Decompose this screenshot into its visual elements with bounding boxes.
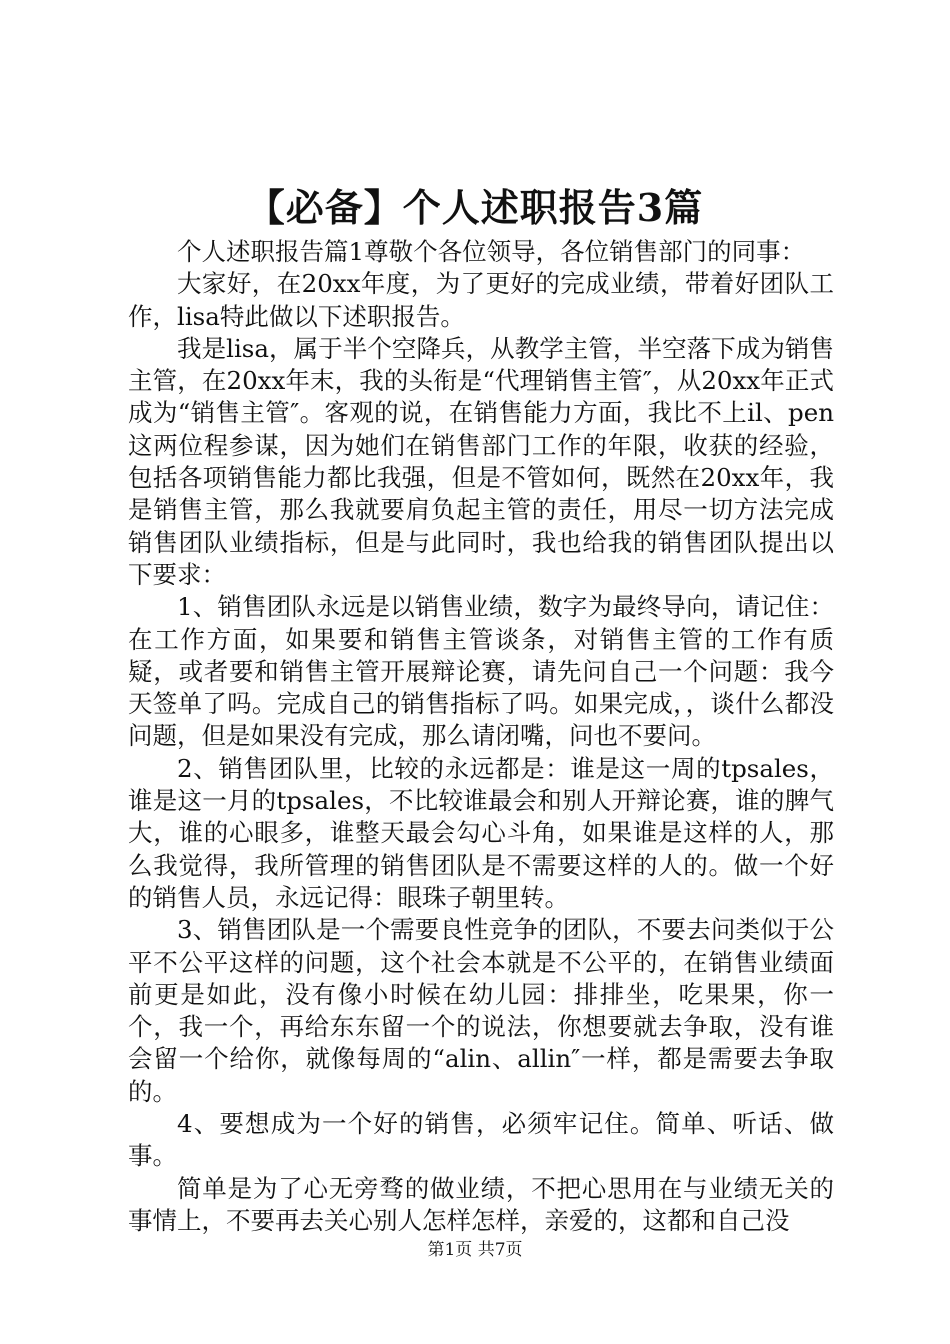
document-title: 【必备】个人述职报告3篇 (246, 185, 704, 230)
paragraph-requirement-1: 1、销售团队永远是以销售业绩，数字为最终导向，请记住：在工作方面，如果要和销售主管谈条，对销售主管的工作有质疑，或者要和销售主管开展辩论赛，请先问自己一个问题：我今天签单了吗。完成自己的销售指标了吗。如果完成，，谈什么都没问题，但是如果没有完成，那么请闭嘴，问也不要问。 (128, 592, 834, 751)
document-body (128, 236, 834, 1237)
page-number-footer: 第1页 共7页 (427, 1240, 523, 1260)
paragraph-salutation: 个人述职报告篇1尊敬个各位领导，各位销售部门的同事： (177, 237, 806, 266)
paragraph-introduction: 我是lisa，属于半个空降兵，从教学主管，半空落下成为销售主管，在20xx年末，我的头衔是“代理销售主管″，从20xx年正式成为“销售主管″。客观的说，在销售能力方面，我比不上il、pen这两位程参谋，因为她们在销售部门工作的年限，收获的经验，包括各项销售能力都比我强，但是不管如何，既然在20xx年，我是销售主管，那么我就要肩负起主管的责任，用尽一切方法完成销售团队业绩指标，但是与此同时，我也给我的销售团队提出以下要求： (128, 333, 834, 589)
paragraph-requirement-4: 4、要想成为一个好的销售，必须牢记住。简单、听话、做事。 (128, 1109, 834, 1171)
paragraph-requirement-2: 2、销售团队里，比较的永远都是：谁是这一周的tpsales，谁是这一月的tpsales，不比较谁最会和别人开辩论赛，谁的脾气大，谁的心眼多，谁整天最会勾心斗角，如果谁是这样的人，那么我觉得，我所管理的销售团队是不需要这样的人的。做一个好的销售人员，永远记得：眼珠子朝里转。 (128, 753, 834, 912)
paragraph-simplicity: 简单是为了心无旁骛的做业绩，不把心思用在与业绩无关的事情上，不要再去关心别人怎样怎样，亲爱的，这都和自己没 (128, 1173, 834, 1235)
paragraph-requirement-3: 3、销售团队是一个需要良性竞争的团队，不要去问类似于公平不公平这样的问题，这个社会本就是不公平的，在销售业绩面前更是如此，没有像小时候在幼儿园：排排坐，吃果果，你一个，我一个，再给东东留一个的说法，你想要就去争取，没有谁会留一个给你，就像每周的“alin、allin″一样，都是需要去争取的。 (128, 915, 834, 1106)
paragraph-greeting: 大家好，在20xx年度，为了更好的完成业绩，带着好团队工作，lisa特此做以下述职报告。 (128, 269, 834, 331)
